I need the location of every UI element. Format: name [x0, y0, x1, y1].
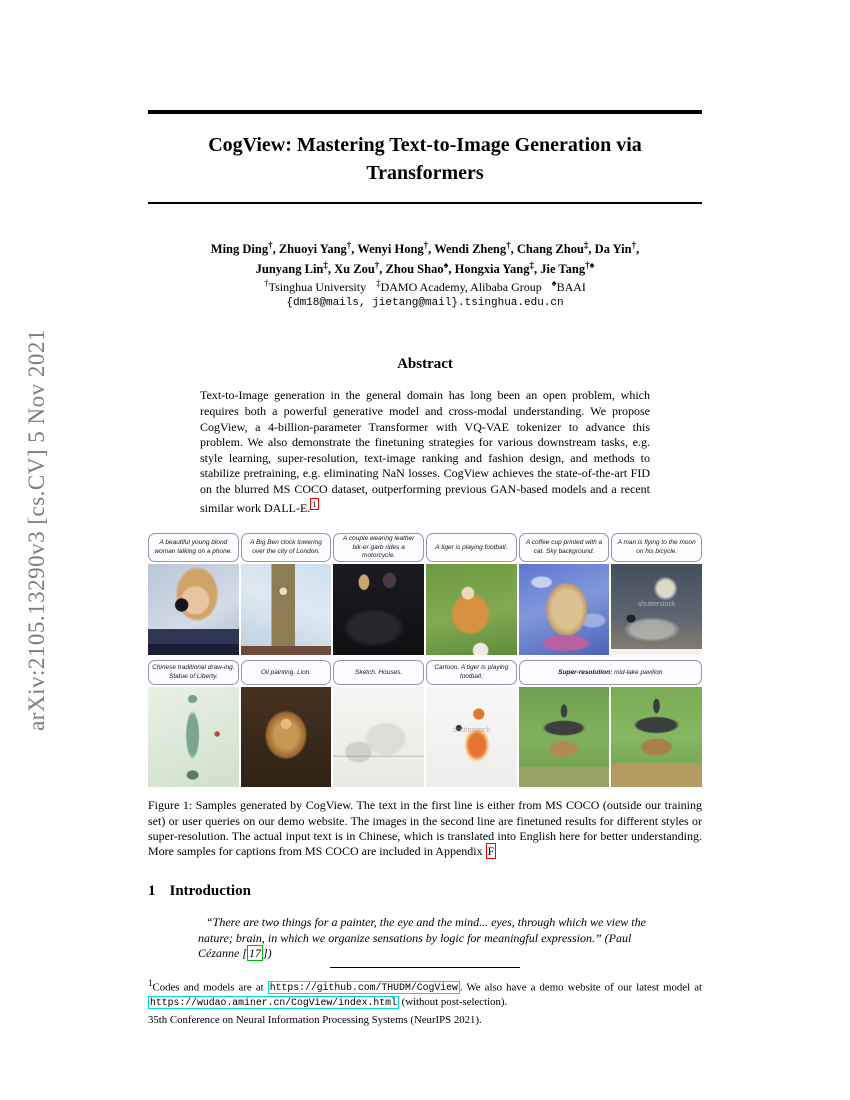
- caption-text: Sketch. Houses.: [354, 668, 403, 676]
- footnote-1: [148, 976, 702, 1011]
- sample-image-pavilion-sr-1: [519, 687, 610, 787]
- sample-image-pavilion-sr-2: [611, 687, 702, 787]
- author-name: Zhuoyi Yang†,: [278, 240, 358, 257]
- caption-text: Chinese traditional draw-ing. Statue of Liberty.: [152, 664, 235, 680]
- demo-url-link[interactable]: https://wudao.aminer.cn/CogView/index.html: [150, 997, 397, 1009]
- footnote-text-2: . We also have a demo website of our latest model at: [459, 981, 702, 994]
- author-affiliation-mark: †: [506, 240, 511, 250]
- author-name: Chang Zhou‡,: [516, 240, 595, 257]
- image-caption-box: [241, 533, 332, 562]
- author-line-2: [148, 257, 702, 277]
- image-caption-box: [611, 533, 702, 562]
- author-affiliation-mark: †♠: [585, 260, 595, 271]
- section-title: Introduction: [169, 883, 251, 900]
- sample-image-houses-sketch: [333, 687, 424, 787]
- sample-image-moon-bicycle: [611, 564, 702, 655]
- sample-image-motorcycle-couple: [333, 564, 424, 655]
- author-affiliation-mark: ‡: [323, 260, 328, 271]
- caption-text: A Big Ben clock towering over the city of London.: [250, 539, 322, 555]
- section-number: 1: [148, 883, 156, 900]
- author-name: Ming Ding†,: [210, 240, 279, 257]
- affiliation: ♠BAAI: [551, 278, 586, 295]
- appendix-ref-link[interactable]: F: [487, 843, 495, 858]
- image-caption-box: [241, 660, 332, 685]
- author-affiliation-mark: ‡: [529, 260, 535, 271]
- caption-text: Super-resolution: mid-lake pavilion: [558, 668, 663, 676]
- sample-image-woman-phone: [148, 564, 239, 655]
- sample-image-big-ben: [241, 564, 332, 655]
- image-caption-box: [426, 533, 517, 562]
- quote-close: ]): [263, 946, 272, 961]
- caption-text: A man is flying to the moon on his bicycle.: [617, 539, 696, 555]
- affiliation-mark: ‡: [376, 278, 381, 289]
- footnote-rule: [330, 967, 520, 968]
- footnote-text-1: Codes and models are at: [152, 981, 268, 994]
- author-affiliation-mark: ‡: [583, 240, 589, 250]
- author-line-1: [148, 237, 702, 257]
- author-name: Wendi Zheng†,: [434, 240, 517, 257]
- paper-title: CogView: Mastering Text-to-Image Generation via Transformers: [208, 134, 642, 184]
- image-caption-box: [333, 533, 424, 562]
- email-line: {dm18@mails, jietang@mail}.tsinghua.edu.cn: [286, 297, 564, 310]
- figure-caption-row-2: [148, 660, 702, 685]
- image-caption-box: [519, 660, 702, 685]
- author-name: Da Yin†,: [594, 240, 640, 257]
- paper-content: [148, 0, 702, 1021]
- image-caption-box: [426, 660, 517, 685]
- caption-text: A beautiful young blond woman talking on a phone.: [154, 539, 233, 555]
- figure-1: [148, 533, 702, 859]
- sample-image-tiger-football: [426, 564, 517, 655]
- watermark-text: shutterstock: [637, 600, 676, 608]
- author-affiliation-mark: †: [268, 240, 273, 250]
- author-name: Jie Tang†♠: [540, 260, 595, 277]
- figure-1-caption: [148, 798, 702, 859]
- author-affiliation-mark: †: [423, 240, 429, 250]
- image-caption-box: [519, 533, 610, 562]
- author-name: Hongxia Yang‡,: [454, 260, 541, 277]
- abstract-body-text: Text-to-Image generation in the general domain has long been an open problem, which requires both a powerful generative model and cross-modal understanding. We propose CogView, a 4-billion-parameter Transformer with VQ-VAE tokenizer to advance this problem. We also demonstrate the finetuning strategies for various downstream tasks, e.g. style learning, super-resolution, text-image ranking and fashion design, and methods to stabilize pretraining, e.g. eliminating NaN losses. CogView achieves the state-of-the-art FID on the blurred MS COCO dataset, outperforming previous GAN-based models and a recent similar work DALL-E.: [200, 388, 650, 516]
- author-name: Wenyi Hong†,: [357, 240, 435, 257]
- footnote-ref-link[interactable]: 1: [312, 499, 317, 510]
- abstract-heading: Abstract: [397, 356, 453, 373]
- title-rule-bottom: [148, 202, 702, 204]
- author-affiliation-mark: ♠: [443, 260, 449, 271]
- sample-image-cartoon-tiger: [426, 687, 517, 787]
- section-heading-introduction: [148, 883, 702, 900]
- title-rule-top: [148, 110, 702, 114]
- github-url-link[interactable]: https://github.com/THUDM/CogView: [269, 982, 458, 994]
- figure-caption-text: Figure 1: Samples generated by CogView. The text in the first line is either from MS COCO (outside our training set) or user queries on our demo website. The images in the second line are finetuned results for different styles or super-resolution. The actual input text is in Chinese, which is translated into English here for better understanding. More samples for captions from MS COCO are included in Appendix: [148, 798, 702, 858]
- affiliation: ‡DAMO Academy, Alibaba Group: [376, 278, 542, 295]
- author-affiliation-mark: †: [631, 240, 637, 250]
- affiliation-mark: ♠: [551, 278, 557, 289]
- sample-image-lion-oil-painting: [241, 687, 332, 787]
- image-caption-box: [148, 533, 239, 562]
- caption-text: Oil painting. Lion.: [260, 668, 312, 676]
- figure-caption-row-1: [148, 533, 702, 562]
- image-caption-box: [333, 660, 424, 685]
- figure-image-row-2: [148, 687, 702, 787]
- author-affiliation-mark: †: [374, 260, 380, 271]
- abstract-text: [200, 388, 650, 517]
- caption-text: A coffee cup printed with a cat. Sky background.: [525, 539, 603, 555]
- affiliation: †Tsinghua University: [264, 278, 367, 295]
- affiliation-mark: †: [264, 278, 269, 289]
- author-name: Zhou Shao♠,: [385, 260, 455, 277]
- caption-bold-text: Super-resolution:: [558, 668, 613, 676]
- author-block: [148, 237, 702, 277]
- conference-footer: 35th Conference on Neural Information Processing Systems (NeurIPS 2021).: [148, 1014, 482, 1026]
- caption-text: A couple wearing leather bik-er garb rides a motorcycle.: [343, 535, 415, 559]
- figure-image-row-1: [148, 564, 702, 655]
- affiliations: [148, 278, 702, 295]
- caption-text: Cartoon. A tiger is playing football.: [434, 664, 509, 680]
- footnote-marker: 1: [148, 977, 153, 988]
- watermark-text: shutterstock: [452, 727, 491, 735]
- image-caption-box: [148, 660, 239, 685]
- arxiv-watermark: arXiv:2105.13290v3 [cs.CV] 5 Nov 2021: [24, 329, 49, 731]
- caption-text: A tiger is playing football.: [435, 543, 508, 551]
- author-name: Junyang Lin‡,: [255, 260, 335, 277]
- author-affiliation-mark: †: [346, 240, 352, 250]
- sample-image-coffee-cup-cat: [519, 564, 610, 655]
- sample-image-liberty-drawing: [148, 687, 239, 787]
- author-name: Xu Zou†,: [334, 260, 386, 277]
- quote-text: “There are two things for a painter, the eye and the mind... eyes, through which we view the nature; brain, in which we organize sensations by logic for meaningful expression.” (Paul Cézanne [: [198, 915, 646, 961]
- footnote-text-3: (without post-selection).: [398, 996, 508, 1009]
- cezanne-quote: [198, 915, 652, 962]
- citation-17-link[interactable]: 17: [249, 946, 261, 961]
